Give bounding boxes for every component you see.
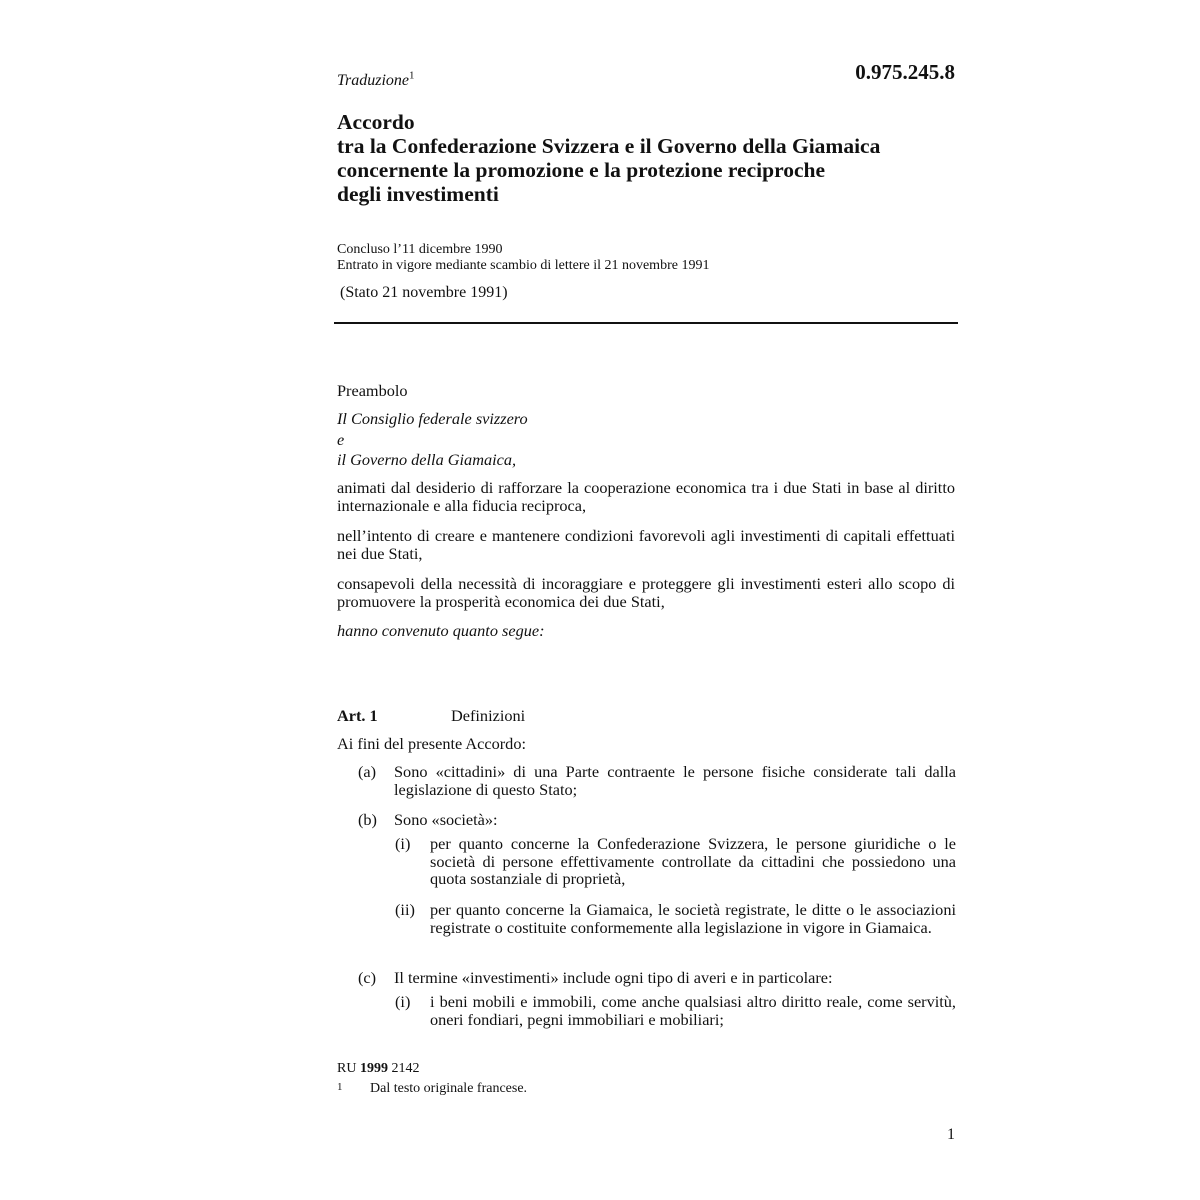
footnote <box>337 1081 527 1097</box>
preamble-conjunction: e <box>337 430 345 449</box>
header-divider <box>334 322 958 324</box>
sub-list-item <box>395 901 956 961</box>
article-title: Definizioni <box>451 706 526 725</box>
translation-label <box>337 69 415 90</box>
preamble-paragraph-2: nell’intento di creare e mantenere condizioni favorevoli agli investimenti di capitali effettuati nei due Stati, <box>337 526 955 563</box>
sub-list-item-label: (i) <box>395 834 411 853</box>
document-meta <box>337 242 957 274</box>
list-item-label: (c) <box>358 968 377 987</box>
footnote-ref: 1 <box>409 69 415 82</box>
sub-list-item <box>395 993 956 1033</box>
preamble-closing: hanno convenuto quanto segue: <box>337 621 545 640</box>
sub-list-item-text: i beni mobili e immobili, come anche qualsiasi altro diritto reale, come servitù, oneri fondiari, pegni immobiliari e mobiliari; <box>430 992 956 1029</box>
list-item <box>358 969 956 989</box>
title-line-2: tra la Confederazione Svizzera e il Governo della Giamaica <box>337 134 881 158</box>
list-item-text: Sono «società»: <box>394 810 498 829</box>
document-number: 0.975.245.8 <box>855 60 955 84</box>
sub-list-item-text: per quanto concerne la Confederazione Svizzera, le persone giuridiche o le società di persone effettivamente controllate da cittadini che possiedono una quota sostanziale di proprietà, <box>430 834 956 888</box>
page-number: 1 <box>947 1126 955 1143</box>
sub-list-item-label: (i) <box>395 992 411 1011</box>
title-line-3: concernente la promozione e la protezione reciproche <box>337 158 826 182</box>
list-item-text: Il termine «investimenti» include ogni tipo di averi e in particolare: <box>394 968 833 987</box>
preamble-party-2: il Governo della Giamaica, <box>337 450 517 469</box>
preamble-paragraph-3: consapevoli della necessità di incoraggiare e proteggere gli investimenti esteri allo scopo di promuovere la prosperità economica dei due Stati, <box>337 574 955 611</box>
document-title <box>337 110 957 206</box>
list-item-text: Sono «cittadini» di una Parte contraente le persone fisiche considerate tali dalla legislazione di questo Stato; <box>394 762 956 799</box>
translation-text: Traduzione <box>337 72 410 89</box>
list-item-label: (a) <box>358 762 377 781</box>
ru-year: 1999 <box>359 1061 388 1076</box>
status-date: (Stato 21 novembre 1991) <box>340 284 508 301</box>
title-line-1: Accordo <box>337 110 415 134</box>
ru-prefix: RU <box>337 1061 357 1076</box>
preamble-paragraph-1: animati dal desiderio di rafforzare la cooperazione economica tra i due Stati in base al diritto internazionale e alla fiducia reciproca, <box>337 478 955 515</box>
article-intro: Ai fini del presente Accordo: <box>337 734 526 753</box>
list-item <box>358 811 956 831</box>
preamble-party-1: Il Consiglio federale svizzero <box>337 409 528 428</box>
official-collection-reference <box>337 1061 419 1077</box>
list-item <box>358 763 956 803</box>
footnote-text: Dal testo originale francese. <box>370 1081 528 1096</box>
concluded-date: Concluso l’11 dicembre 1990 <box>337 242 503 257</box>
title-line-4: degli investimenti <box>337 182 499 206</box>
preamble-heading: Preambolo <box>337 381 408 400</box>
entry-into-force: Entrato in vigore mediante scambio di lettere il 21 novembre 1991 <box>337 258 710 273</box>
sub-list-item-text: per quanto concerne la Giamaica, le società registrate, le ditte o le associazioni registrate o costituite conformemente alla legislazione in vigore in Giamaica. <box>430 900 956 937</box>
list-item-label: (b) <box>358 810 377 829</box>
article-number: Art. 1 <box>337 706 378 725</box>
sub-list-item-label: (ii) <box>395 900 415 919</box>
ru-page: 2142 <box>391 1061 420 1076</box>
sub-list-item <box>395 835 956 895</box>
article-heading <box>337 706 957 726</box>
footnote-number: 1 <box>337 1081 343 1093</box>
